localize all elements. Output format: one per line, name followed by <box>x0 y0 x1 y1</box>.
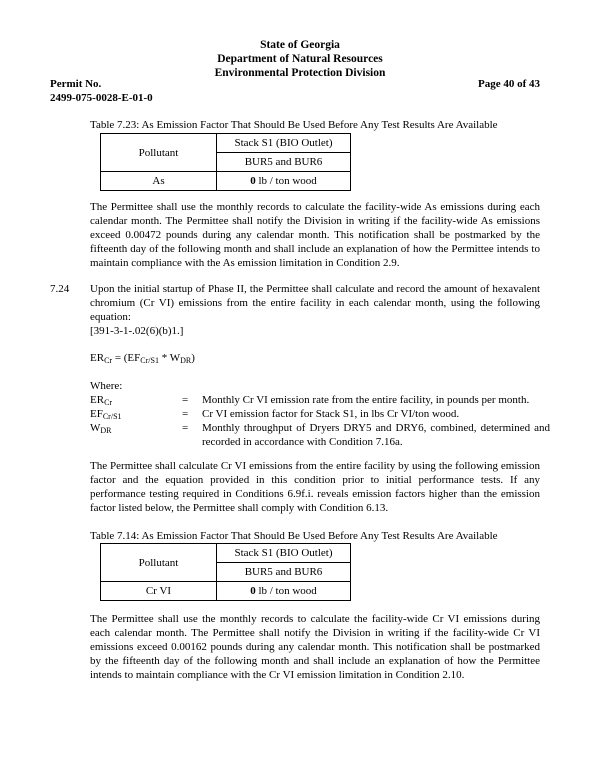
table1-cell-value <box>217 172 351 191</box>
section-number: 7.24 <box>50 283 70 295</box>
equation-rhs-sub: DR <box>180 356 192 365</box>
equation-rhs: * W <box>158 352 181 364</box>
section-text: Upon the initial startup of Phase II, the Permittee shall calculate and record the amount of hexavalent chromium (Cr VI) emissions from the entire facility in each calendar month, using the following equation: <box>90 283 540 323</box>
definition-symbol: $W_{DR}$ <box>90 422 112 435</box>
equation-mid: = (EF <box>112 352 141 364</box>
table2-header-units: BUR5 and BUR6 <box>217 563 351 582</box>
definition-symbol: $ER_{Cr}$ <box>90 394 113 407</box>
where-label: Where: <box>90 380 123 392</box>
definition-description: Cr VI emission factor for Stack S1, in lbs Cr VI/ton wood. <box>202 408 460 420</box>
table2-value-number: 0 <box>250 585 256 597</box>
definition-equals: = <box>182 408 189 420</box>
definition-equals: = <box>182 394 189 406</box>
permit-label: Permit No. <box>50 78 102 90</box>
table2-caption: Table 7.14: As Emission Factor That Should Be Used Before Any Test Results Are Available <box>90 530 498 542</box>
table1-header-units: BUR5 and BUR6 <box>217 153 351 172</box>
citation: [391-3-1-.02(6)(b)1.] <box>90 325 184 337</box>
equation <box>90 351 195 365</box>
paragraph-cr-vi-notification: The Permittee shall use the monthly records to calculate the facility-wide Cr VI emissions during each calendar month. The Permittee shall notify the Division in writing if the facility-wide Cr VI emissions exceed 0.00162 pounds during any calendar month. This notification shall be postmarked by the fifteenth day of the following month and shall include an explanation of how the Permittee intends to maintain compliance with the Cr VI emission limitation in Condition 2.10. <box>90 613 540 681</box>
definition-description: Monthly throughput of Dryers DRY5 and DRY6, combined, determined and recorded in accordance with Condition 7.16a. <box>202 422 550 448</box>
table2-header-pollutant: Pollutant <box>101 544 217 582</box>
definition-description: Monthly Cr VI emission rate from the entire facility, in pounds per month. <box>202 394 530 406</box>
emission-factor-table-cr-vi <box>100 543 351 601</box>
definition-symbol: $EF_{Cr/S1}$ <box>90 408 122 421</box>
definition-row <box>90 421 550 449</box>
definition-row <box>90 407 550 421</box>
header-division: Environmental Protection Division <box>214 67 386 79</box>
equation-lhs-sub: Cr <box>104 356 113 365</box>
definition-equals: = <box>182 422 189 434</box>
header-state: State of Georgia <box>260 39 340 51</box>
permit-number: 2499-075-0028-E-01-0 <box>50 92 153 104</box>
definition-row <box>90 393 550 407</box>
table1-caption: Table 7.23: As Emission Factor That Should Be Used Before Any Test Results Are Available <box>90 119 498 131</box>
table1-value-number: 0 <box>250 175 256 187</box>
equation-lhs: ER <box>90 352 105 364</box>
page-number: Page 40 of 43 <box>477 78 540 90</box>
table2-value-unit: lb / ton wood <box>255 585 317 597</box>
emission-factor-table-as <box>100 133 351 191</box>
table1-value-unit: lb / ton wood <box>255 175 317 187</box>
table2-header-stack: Stack S1 (BIO Outlet) <box>217 544 351 563</box>
table1-cell-pollutant: As <box>101 172 217 191</box>
table1-header-stack: Stack S1 (BIO Outlet) <box>217 134 351 153</box>
table2-cell-value <box>217 582 351 601</box>
header-department: Department of Natural Resources <box>217 53 383 65</box>
table1-header-pollutant: Pollutant <box>101 134 217 172</box>
equation-mid-sub: Cr/S1 <box>140 356 159 365</box>
paragraph-cr-vi-calculation: The Permittee shall calculate Cr VI emissions from the entire facility by using the following emission factor and the equation provided in this condition prior to initial performance tests. If any performance testing required in Conditions 6.9f.i. reveals emission factors higher than the emission factor listed below, the Permittee shall comply with Condition 6.13. <box>90 460 540 514</box>
table2-cell-pollutant: Cr VI <box>101 582 217 601</box>
paragraph-as-notification: The Permittee shall use the monthly records to calculate the facility-wide As emissions during each calendar month. The Permittee shall notify the Division in writing if the facility-wide As emissions exceed 0.00472 pounds during any calendar month. This notification shall be postmarked by the fifteenth day of the following month and shall include an explanation of how the Permittee intends to maintain compliance with the As emission limitation in Condition 2.9. <box>90 201 540 269</box>
equation-end: ) <box>191 352 195 364</box>
